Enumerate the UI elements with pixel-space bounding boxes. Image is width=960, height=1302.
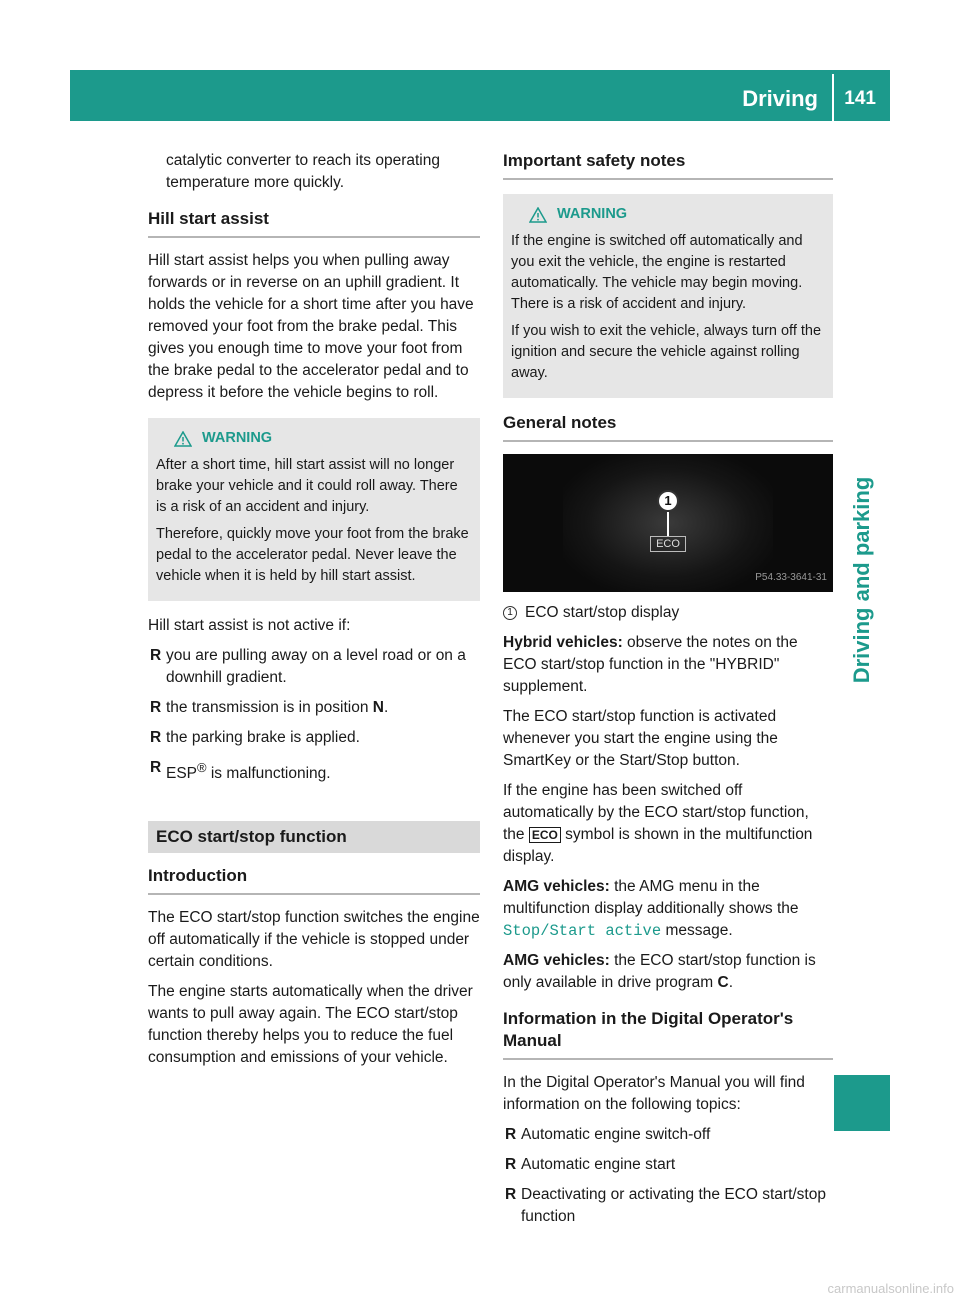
page-number: 141 [844,88,876,109]
list-item: R the transmission is in position N. [150,699,389,716]
list-item: R Deactivating or activating the ECO start/stop function [505,1186,826,1225]
header-divider [832,74,834,121]
activation-note: The ECO start/stop function is activated whenever you start the engine using the SmartKey or the Start/Stop button. [503,708,778,769]
list-item: R Automatic engine start [505,1156,676,1173]
introduction-heading: Introduction [148,865,480,895]
eco-indicator-icon: ECO [650,536,686,552]
list-item: R ESP® is malfunctioning. [150,759,331,783]
side-tab-label: Driving and parking [849,476,874,684]
digital-manual-intro: In the Digital Operator's Manual you will find information on the following topics: [503,1074,805,1113]
figure-code: P54.33-3641-31 [755,572,827,583]
not-active-intro: Hill start assist is not active if: [148,617,351,634]
eco-symbol-icon: ECO [529,827,561,843]
list-item: R Automatic engine switch-off [505,1126,711,1143]
list-item: R you are pulling away on a level road or on a downhill gradient. [150,647,466,686]
amg-note: AMG vehicles: the AMG menu in the multifunction display additionally shows the Stop/Start active message. [503,878,799,940]
introduction-paragraph: The engine starts automatically when the driver wants to pull away again. The ECO start/stop function thereby helps you to reduce the fuel consumption and emissions of your vehicle. [148,983,473,1067]
warning-triangle-icon [174,431,192,447]
topics-list [503,1124,833,1228]
eco-display-figure [503,454,833,592]
list-item: R the parking brake is applied. [150,729,360,746]
figure-callout: 1 [657,490,679,512]
hill-start-heading: Hill start assist [148,208,480,238]
header-bar [70,70,890,121]
right-column [503,150,833,1236]
safety-notes-heading: Important safety notes [503,150,833,180]
figure-caption: 1 ECO start/stop display [503,602,833,624]
general-notes-heading: General notes [503,412,833,442]
switch-off-note: If the engine has been switched off automatically by the ECO start/stop function, the ECO symbol is shown in the multifunction display. [503,782,813,865]
warning-text: Therefore, quickly move your foot from the brake pedal to the accelerator pedal. Never leave the vehicle when it is held by hill start assist. [156,526,469,584]
amg-note: AMG vehicles: the ECO start/stop function is only available in drive program C. [503,952,816,991]
eco-section-heading: ECO start/stop function [148,821,480,853]
digital-manual-heading: Information in the Digital Operator's Manual [503,1008,833,1060]
warning-text: If the engine is switched off automatically and you exit the vehicle, the engine is restarted automatically. The vehicle may begin moving. There is a risk of accident and injury. [511,233,803,312]
hybrid-note: Hybrid vehicles: observe the notes on the ECO start/stop function in the "HYBRID" supplement. [503,634,798,695]
warning-box-eco [503,194,833,398]
warning-triangle-icon [529,207,547,223]
caption-number: 1 [503,606,517,620]
watermark: carmanualsonline.info [827,1281,954,1296]
side-tab-marker [834,1075,890,1131]
warning-label: WARNING [557,206,628,222]
warning-text: After a short time, hill start assist will no longer brake your vehicle and it could roll away. There is a risk of an accident and injury. [156,457,458,515]
hill-start-paragraph: Hill start assist helps you when pulling away forwards or in reverse on an uphill gradient. It holds the vehicle for a short time after you have removed your foot from the brake pedal. This gives you enough time to move your foot from the brake pedal to the accelerator pedal and to depress it before the vehicle begins to roll. [148,252,474,401]
header-title: Driving [742,86,818,111]
warning-label: WARNING [202,430,273,446]
left-column [148,150,480,1077]
warning-text: If you wish to exit the vehicle, always turn off the ignition and secure the vehicle against rolling away. [511,323,822,381]
not-active-list [148,645,480,785]
introduction-paragraph: The ECO start/stop function switches the engine off automatically if the vehicle is stopped under certain conditions. [148,909,480,971]
warning-box-hill [148,418,480,601]
intro-continuation: catalytic converter to reach its operating temperature more quickly. [166,152,440,191]
